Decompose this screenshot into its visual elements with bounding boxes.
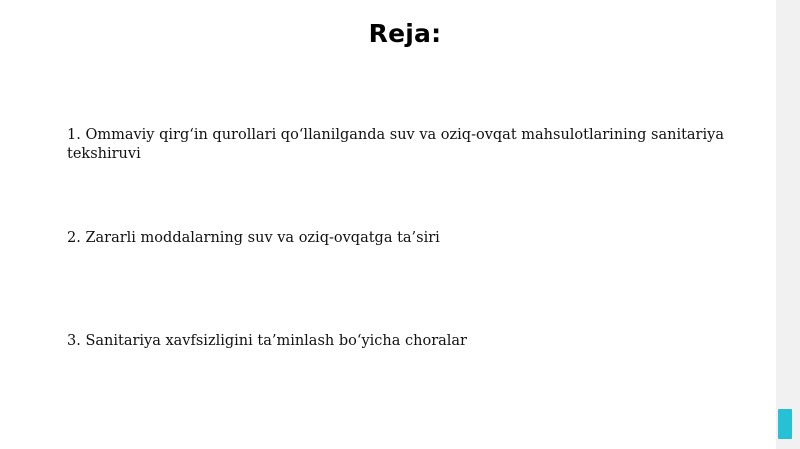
slide-title: Reja: xyxy=(368,19,442,48)
plan-item-2: 2. Zararli moddalarning suv va oziq-ovqatga ta’siri xyxy=(67,230,440,246)
plan-item-1: 1. Ommaviy qirg‘in qurollari qo‘llanilganda suv va oziq-ovqat mahsulotlarining sanitariya tekshiruvi xyxy=(67,127,724,162)
scrollbar-track[interactable] xyxy=(776,0,800,449)
scrollbar-thumb[interactable] xyxy=(778,409,792,439)
plan-item-3: 3. Sanitariya xavfsizligini ta’minlash bo‘yicha choralar xyxy=(67,333,467,349)
